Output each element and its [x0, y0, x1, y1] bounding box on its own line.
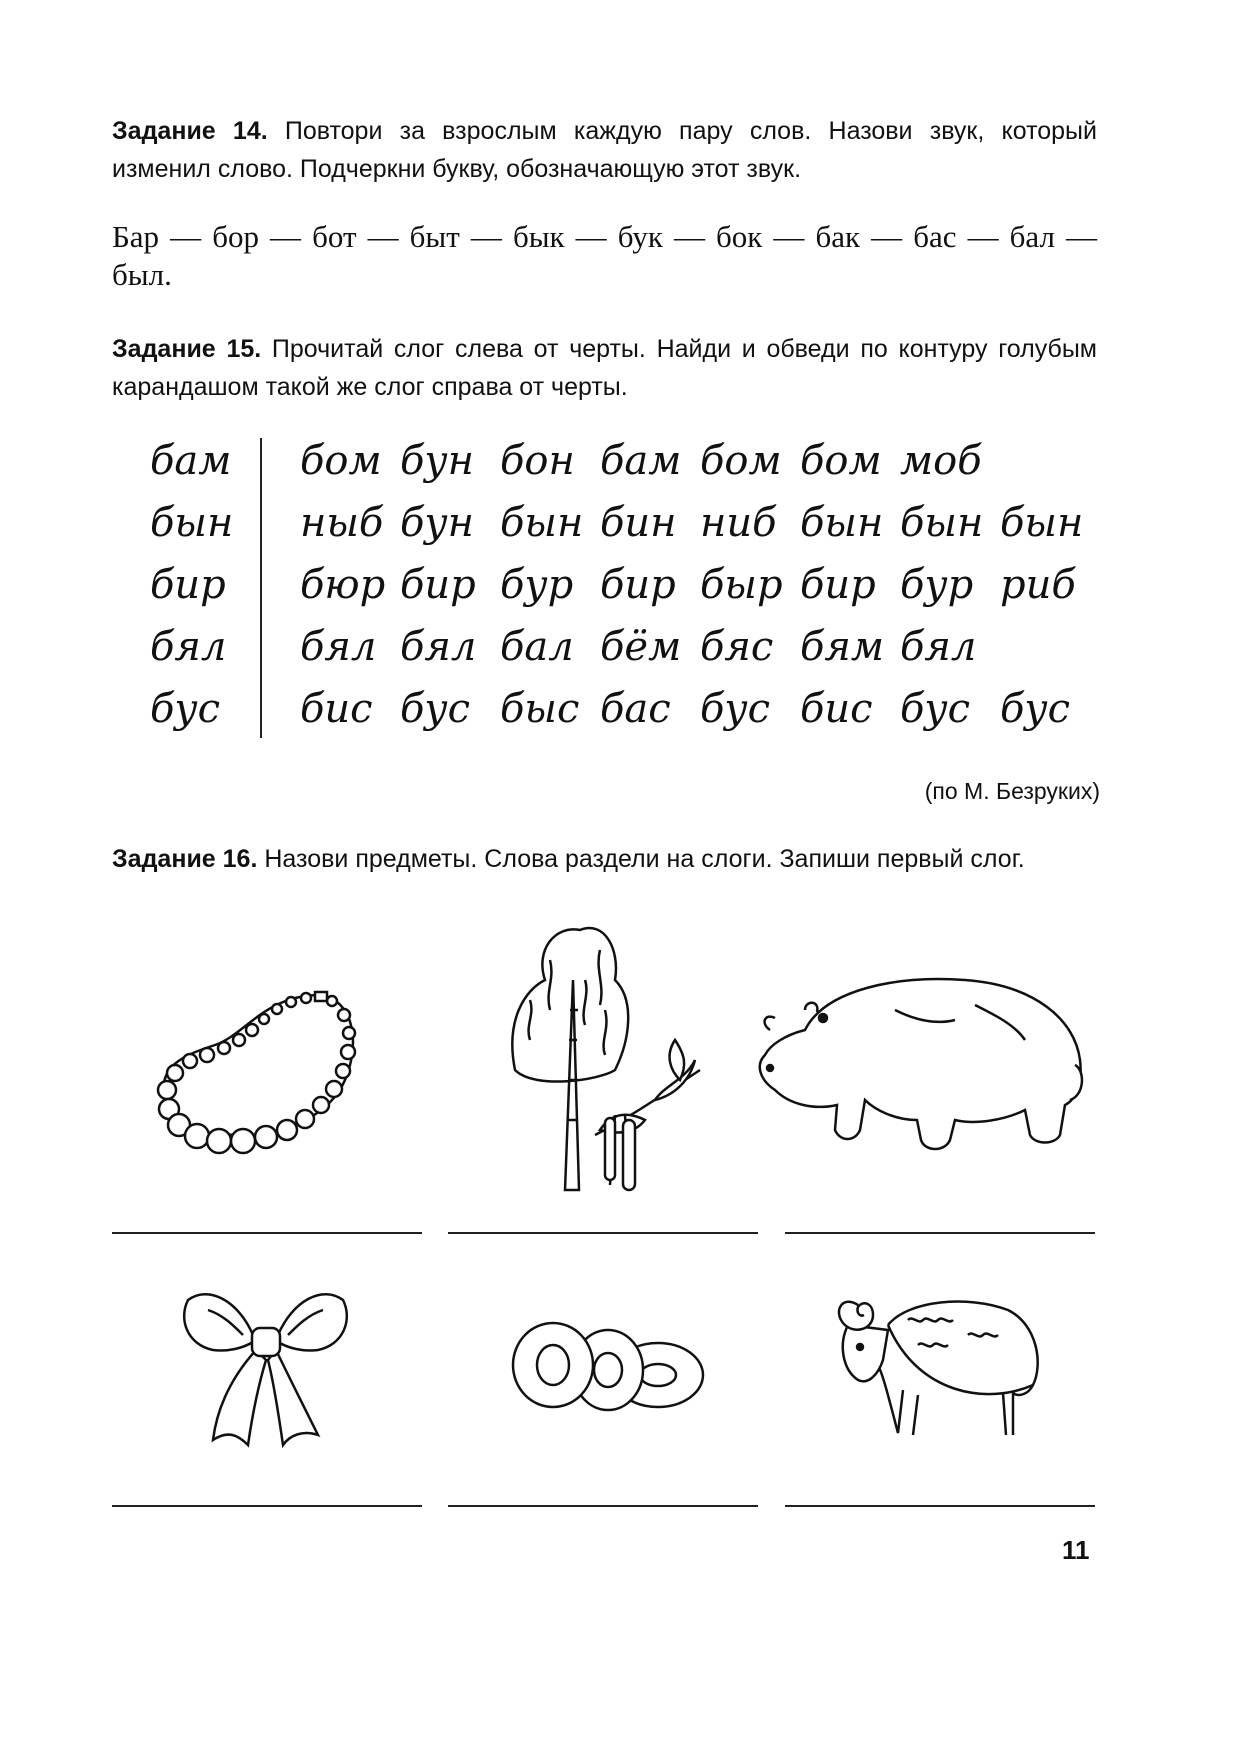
syllable-option[interactable]: бур — [900, 562, 974, 608]
task-15-text: Прочитай слог слева от черты. Найди и обведи по контуру голубым карандашом такой же слог справа от черты. — [112, 335, 1097, 401]
answer-line-ram[interactable] — [785, 1505, 1095, 1507]
birch-icon — [505, 920, 710, 1200]
syllable-option[interactable]: бём — [600, 624, 682, 670]
syllable-option[interactable]: бир — [400, 562, 476, 608]
syllable-option[interactable]: бал — [500, 624, 574, 670]
syllable-option[interactable]: бун — [400, 500, 474, 546]
syllable-option[interactable]: бус — [400, 686, 471, 732]
hippo-icon — [745, 970, 1090, 1160]
syllable-option[interactable]: бом — [800, 438, 882, 484]
syllable-table — [150, 430, 1100, 740]
source-credit: (по М. Безруких) — [924, 778, 1100, 804]
beads-icon — [145, 985, 370, 1165]
task-14-instruction — [112, 112, 1097, 188]
syllable-option[interactable]: бяс — [700, 624, 774, 670]
syllable-key: бам — [150, 438, 232, 484]
syllable-option[interactable]: бын — [800, 500, 884, 546]
answer-line-bow[interactable] — [112, 1505, 422, 1507]
syllable-option[interactable]: бям — [800, 624, 885, 670]
syllable-row — [150, 678, 1100, 740]
syllable-option[interactable]: бус — [900, 686, 971, 732]
syllable-option[interactable]: бял — [900, 624, 977, 670]
syllable-option[interactable]: бис — [800, 686, 873, 732]
syllable-row — [150, 616, 1100, 678]
syllable-option[interactable]: бас — [600, 686, 671, 732]
answer-line-birch[interactable] — [448, 1232, 758, 1234]
syllable-option[interactable]: бюр — [300, 562, 386, 608]
syllable-key: бял — [150, 624, 227, 670]
syllable-option[interactable]: бом — [700, 438, 782, 484]
task-14-text: Повтори за взрослым каждую пару слов. Назови звук, который изменил слово. Подчеркни букву, обозначающую этот звук. — [112, 117, 1097, 183]
task-15-label: Задание 15. — [112, 335, 262, 363]
ram-icon — [828, 1285, 1048, 1445]
answer-line-beads[interactable] — [112, 1232, 422, 1234]
answer-line-bagels[interactable] — [448, 1505, 758, 1507]
syllable-row — [150, 492, 1100, 554]
syllable-option[interactable]: бам — [600, 438, 682, 484]
syllable-option[interactable]: риб — [1000, 562, 1076, 608]
bagels-icon — [508, 1315, 708, 1425]
syllable-option[interactable]: бун — [400, 438, 474, 484]
syllable-row — [150, 554, 1100, 616]
syllable-option[interactable]: бын — [1000, 500, 1084, 546]
task-16-text: Назови предметы. Слова раздели на слоги. Запиши первый слог. — [257, 845, 1025, 873]
task-15-instruction — [112, 330, 1097, 406]
syllable-option[interactable]: моб — [900, 438, 982, 484]
task-16-instruction — [112, 840, 1097, 878]
syllable-option[interactable]: бом — [300, 438, 382, 484]
syllable-option[interactable]: бын — [500, 500, 584, 546]
syllable-option[interactable]: бис — [300, 686, 373, 732]
answer-line-hippo[interactable] — [785, 1232, 1095, 1234]
syllable-option[interactable]: бын — [900, 500, 984, 546]
syllable-option[interactable]: быс — [500, 686, 580, 732]
syllable-key: бус — [150, 686, 221, 732]
syllable-option[interactable]: ниб — [700, 500, 777, 546]
syllable-option[interactable]: бон — [500, 438, 575, 484]
syllable-row — [150, 430, 1100, 492]
syllable-option[interactable]: бир — [800, 562, 876, 608]
syllable-option[interactable]: бус — [700, 686, 771, 732]
syllable-option[interactable]: ныб — [300, 500, 384, 546]
task-16-label: Задание 16. — [112, 845, 258, 873]
page-number: 11 — [1062, 1535, 1090, 1565]
syllable-option[interactable]: бин — [600, 500, 677, 546]
task-14-word-chain: Бар — бор — бот — быт — бык — бук — бок — бак — бас — бал — был. — [112, 219, 1097, 292]
task-14-label: Задание 14. — [112, 117, 268, 145]
syllable-option[interactable]: бял — [400, 624, 477, 670]
syllable-option[interactable]: бир — [600, 562, 676, 608]
syllable-option[interactable]: бур — [500, 562, 574, 608]
bow-icon — [178, 1280, 353, 1450]
syllable-key: бир — [150, 562, 226, 608]
syllable-option[interactable]: быр — [700, 562, 783, 608]
syllable-key: бын — [150, 500, 234, 546]
syllable-option[interactable]: бял — [300, 624, 377, 670]
syllable-option[interactable]: бус — [1000, 686, 1071, 732]
